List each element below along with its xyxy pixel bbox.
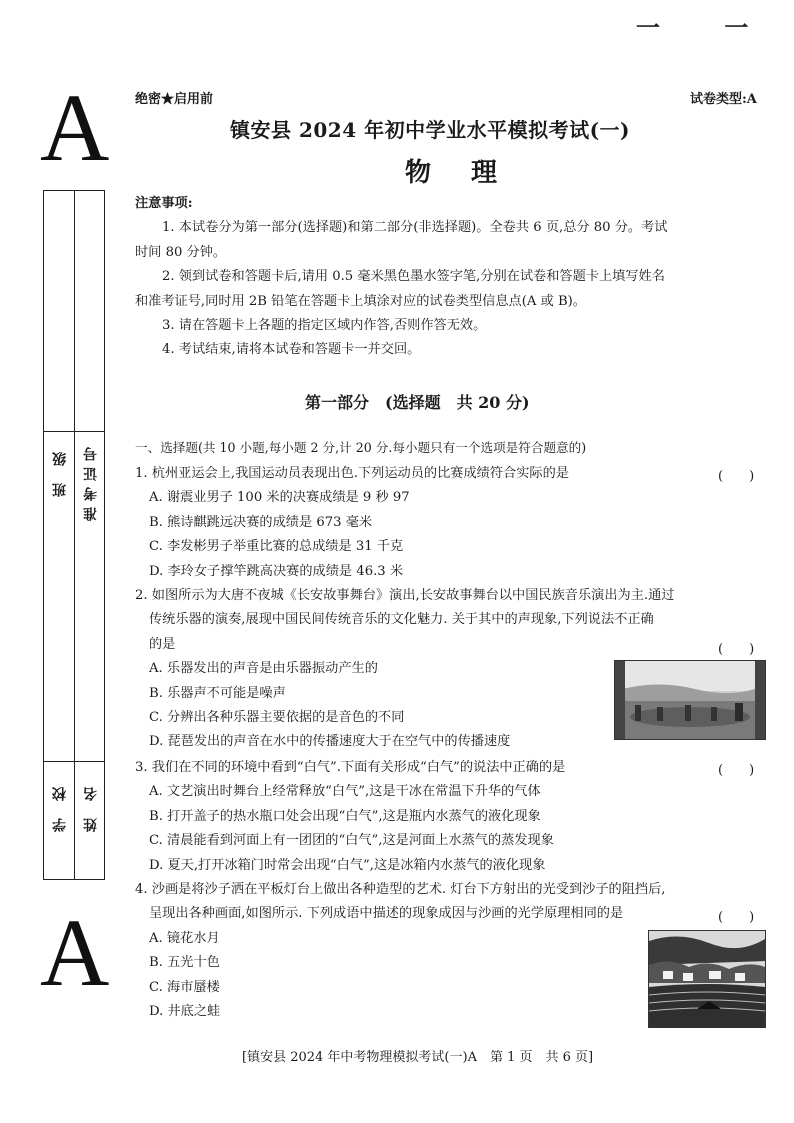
question-stem: 的是 [149, 636, 176, 652]
option-d: D. 李玲女子撑竿跳高决赛的成绩是 46.3 米 [149, 563, 404, 579]
question-2 [135, 584, 674, 755]
page-footer: [镇安县 2024 年中考物理模拟考试(一)A 第 1 页 共 6 页] [242, 1050, 594, 1065]
notice-block [135, 192, 765, 363]
notice-line: 和准考证号,同时用 2B 铅笔在答题卡上填涂对应的试卷类型信息点(A 或 B)。 [135, 293, 586, 309]
paper-letter-bottom: A [40, 899, 110, 1006]
option-c: C. 分辨出各种乐器主要依据的是音色的不同 [149, 710, 405, 726]
class-label: 班 级 [52, 446, 68, 497]
notice-line: 3. 请在答题卡上各题的指定区域内作答,否则作答无效。 [162, 318, 487, 334]
section-instructions: 一、选择题(共 10 小题,每小题 2 分,计 20 分.每小题只有一个选项是符合题意的) [135, 440, 587, 455]
exam-title: 镇安县 2024 年初中学业水平模拟考试(一) [230, 118, 631, 142]
corner-marks: 一 一 [636, 13, 777, 42]
option-d: D. 井底之蛙 [149, 1004, 221, 1020]
sand-painting-image [648, 930, 766, 1028]
student-info-panel [43, 190, 105, 880]
answer-paren-4: ( ) [718, 910, 755, 925]
option-d: D. 夏天,打开冰箱门时常会出现“白气”,这是冰箱内水蒸气的液化现象 [149, 857, 546, 873]
notice-line: 时间 80 分钟。 [135, 244, 227, 260]
stage-performance-image [614, 660, 766, 740]
subject-title: 物理 [405, 158, 538, 188]
option-b: B. 五光十色 [149, 955, 220, 971]
notice-heading: 注意事项: [135, 196, 193, 211]
option-c: C. 清晨能看到河面上有一团团的“白气”,这是河面上水蒸气的蒸发现象 [149, 833, 554, 849]
option-b: B. 打开盖子的热水瓶口处会出现“白气”,这是瓶内水蒸气的液化现象 [149, 808, 541, 824]
question-stem: 2. 如图所示为大唐不夜城《长安故事舞台》演出,长安故事舞台以中国民族音乐演出为主.通过 [135, 588, 675, 603]
option-b: B. 乐器声不可能是噪声 [149, 685, 286, 701]
question-4 [135, 878, 665, 1024]
option-a: A. 镜花水月 [149, 930, 220, 946]
notice-line: 2. 领到试卷和答题卡后,请用 0.5 毫米黑色墨水签字笔,分别在试卷和答题卡上填写姓名 [162, 269, 665, 285]
option-a: A. 文艺演出时舞台上经常释放“白气”,这是干冰在常温下升华的气体 [149, 784, 541, 800]
question-stem: 呈现出各种画面,如图所示. 下列成语中描述的现象成因与沙画的光学原理相同的是 [149, 906, 624, 922]
notice-line: 1. 本试卷分为第一部分(选择题)和第二部分(非选择题)。全卷共 6 页,总分 80 分。考试 [162, 220, 668, 236]
answer-paren-1: ( ) [718, 469, 755, 484]
question-stem: 传统乐器的演奏,展现中国民间传统音乐的文化魅力. 关于其中的声现象,下列说法不正确 [149, 612, 654, 628]
exam-id-label: 准考证号 [83, 441, 99, 521]
question-3 [135, 756, 565, 878]
answer-paren-3: ( ) [718, 763, 755, 778]
option-a: A. 乐器发出的声音是由乐器振动产生的 [149, 661, 378, 677]
option-c: C. 海市蜃楼 [149, 979, 220, 995]
option-d: D. 琵琶发出的声音在水中的传播速度大于在空气中的传播速度 [149, 734, 511, 750]
paper-type: 试卷类型:A [690, 92, 757, 107]
section-title: 第一部分 (选择题 共 20 分) [305, 393, 530, 412]
school-label: 学 校 [52, 781, 68, 832]
question-stem: 1. 杭州亚运会上,我国运动员表现出色.下列运动员的比赛成绩符合实际的是 [135, 466, 569, 481]
question-stem: 4. 沙画是将沙子洒在平板灯台上做出各种造型的艺术. 灯台下方射出的光受到沙子的阻挡后, [135, 882, 666, 897]
notice-line: 4. 考试结束,请将本试卷和答题卡一并交回。 [162, 342, 421, 358]
option-c: C. 李发彬男子举重比赛的总成绩是 31 千克 [149, 539, 404, 555]
secret-mark: 绝密★启用前 [135, 92, 214, 107]
answer-paren-2: ( ) [718, 642, 755, 657]
question-stem: 3. 我们在不同的环境中看到“白气”.下面有关形成“白气”的说法中正确的是 [135, 760, 566, 775]
name-label: 姓 名 [83, 781, 99, 832]
option-b: B. 熊诗麒跳远决赛的成绩是 673 毫米 [149, 514, 373, 530]
question-1 [135, 462, 569, 584]
option-a: A. 谢震业男子 100 米的决赛成绩是 9 秒 97 [149, 490, 410, 506]
paper-letter-top: A [40, 74, 110, 181]
